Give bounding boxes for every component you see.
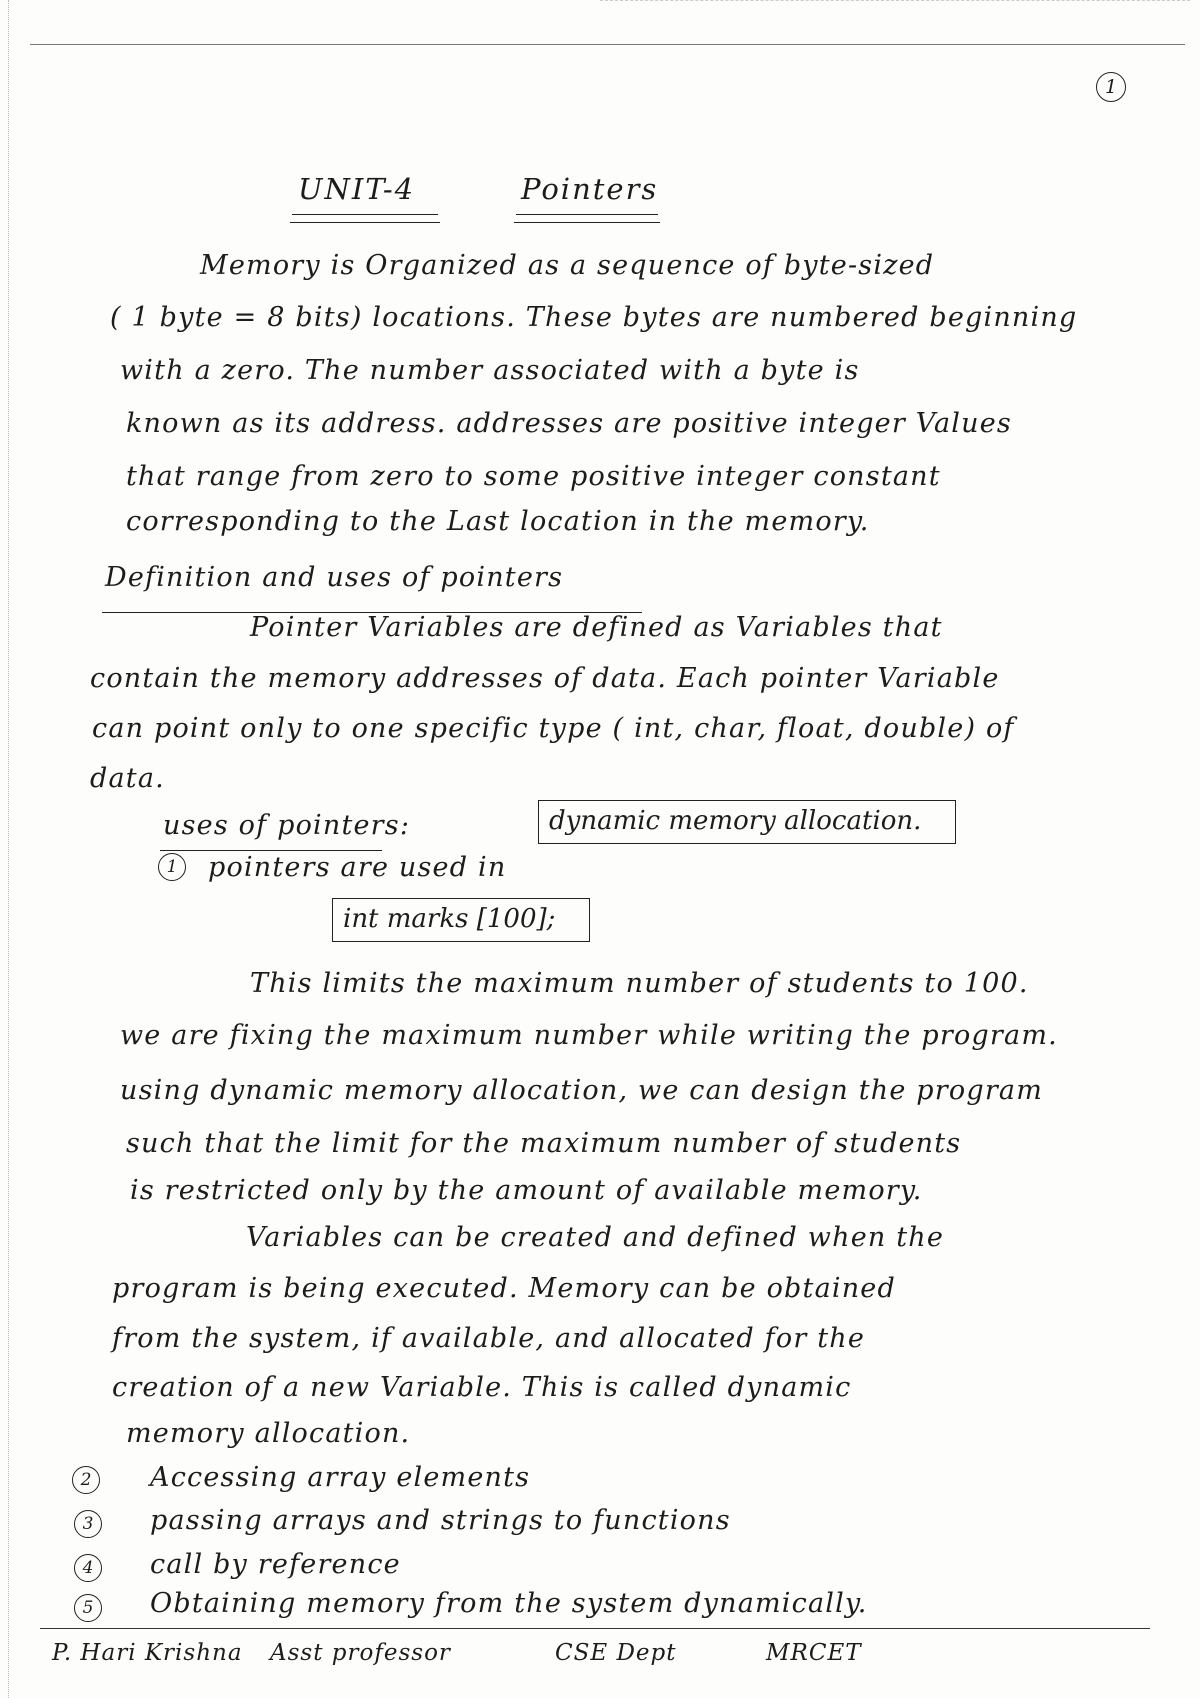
- unit-title: UNIT-4: [298, 172, 416, 206]
- topic-title-underline: [516, 214, 658, 215]
- uses-heading-underline: [160, 850, 382, 851]
- intro-line: Memory is Organized as a sequence of byte-sized: [200, 250, 935, 281]
- use-1-number: 1: [158, 853, 186, 881]
- intro-line: corresponding to the Last location in the memory.: [126, 506, 870, 537]
- page-number: 1: [1096, 72, 1126, 102]
- use-item: Obtaining memory from the system dynamically.: [150, 1588, 868, 1619]
- definition-line: Pointer Variables are defined as Variables that: [250, 612, 943, 643]
- scan-smudge: [600, 0, 1190, 25]
- use-number: 4: [74, 1554, 102, 1582]
- footer-college: MRCET: [766, 1640, 862, 1666]
- definition-line: contain the memory addresses of data. Each pointer Variable: [90, 663, 1000, 694]
- topic-title: Pointers: [521, 172, 659, 206]
- use-number: 3: [74, 1510, 102, 1538]
- dynamic-line: creation of a new Variable. This is called dynamic: [112, 1372, 852, 1403]
- unit-title-underline-2: [290, 222, 440, 223]
- dynamic-line: memory allocation.: [126, 1418, 411, 1449]
- intro-line: that range from zero to some positive integer constant: [126, 461, 941, 492]
- use-1-text: pointers are used in: [208, 852, 507, 883]
- top-rule: [30, 44, 1185, 45]
- explanation-line: such that the limit for the maximum number of students: [126, 1128, 962, 1159]
- example-code-box: int marks [100];: [332, 898, 590, 942]
- footer-author: P. Hari Krishna: [52, 1640, 243, 1666]
- definition-line: data.: [90, 763, 165, 794]
- definition-heading: Definition and uses of pointers: [105, 562, 564, 593]
- dynamic-line: Variables can be created and defined when the: [246, 1222, 945, 1253]
- definition-line: can point only to one specific type ( int, char, float, double) of: [92, 713, 1015, 744]
- scan-edge: [8, 0, 9, 1698]
- explanation-line: is restricted only by the amount of available memory.: [130, 1175, 923, 1206]
- use-item: Accessing array elements: [150, 1462, 531, 1493]
- dynamic-line: program is being executed. Memory can be obtained: [112, 1273, 896, 1304]
- dynamic-memory-box: dynamic memory allocation.: [538, 800, 956, 844]
- explanation-line: we are fixing the maximum number while writing the program.: [120, 1020, 1058, 1051]
- footer-designation: Asst professor: [270, 1640, 451, 1666]
- intro-line: with a zero. The number associated with a byte is: [120, 355, 860, 386]
- footer-rule: [40, 1628, 1150, 1629]
- intro-line: ( 1 byte = 8 bits) locations. These bytes are numbered beginning: [110, 302, 1078, 333]
- use-number: 2: [72, 1466, 100, 1494]
- use-number: 5: [74, 1594, 102, 1622]
- explanation-line: This limits the maximum number of students to 100.: [250, 968, 1029, 999]
- uses-heading: uses of pointers:: [163, 810, 411, 841]
- footer-department: CSE Dept: [555, 1640, 677, 1666]
- use-item: call by reference: [150, 1549, 401, 1580]
- use-item: passing arrays and strings to functions: [150, 1505, 731, 1536]
- dynamic-line: from the system, if available, and allocated for the: [112, 1323, 866, 1354]
- intro-line: known as its address. addresses are positive integer Values: [126, 408, 1012, 439]
- topic-title-underline-2: [514, 222, 660, 223]
- explanation-line: using dynamic memory allocation, we can design the program: [120, 1075, 1044, 1106]
- unit-title-underline: [292, 214, 438, 215]
